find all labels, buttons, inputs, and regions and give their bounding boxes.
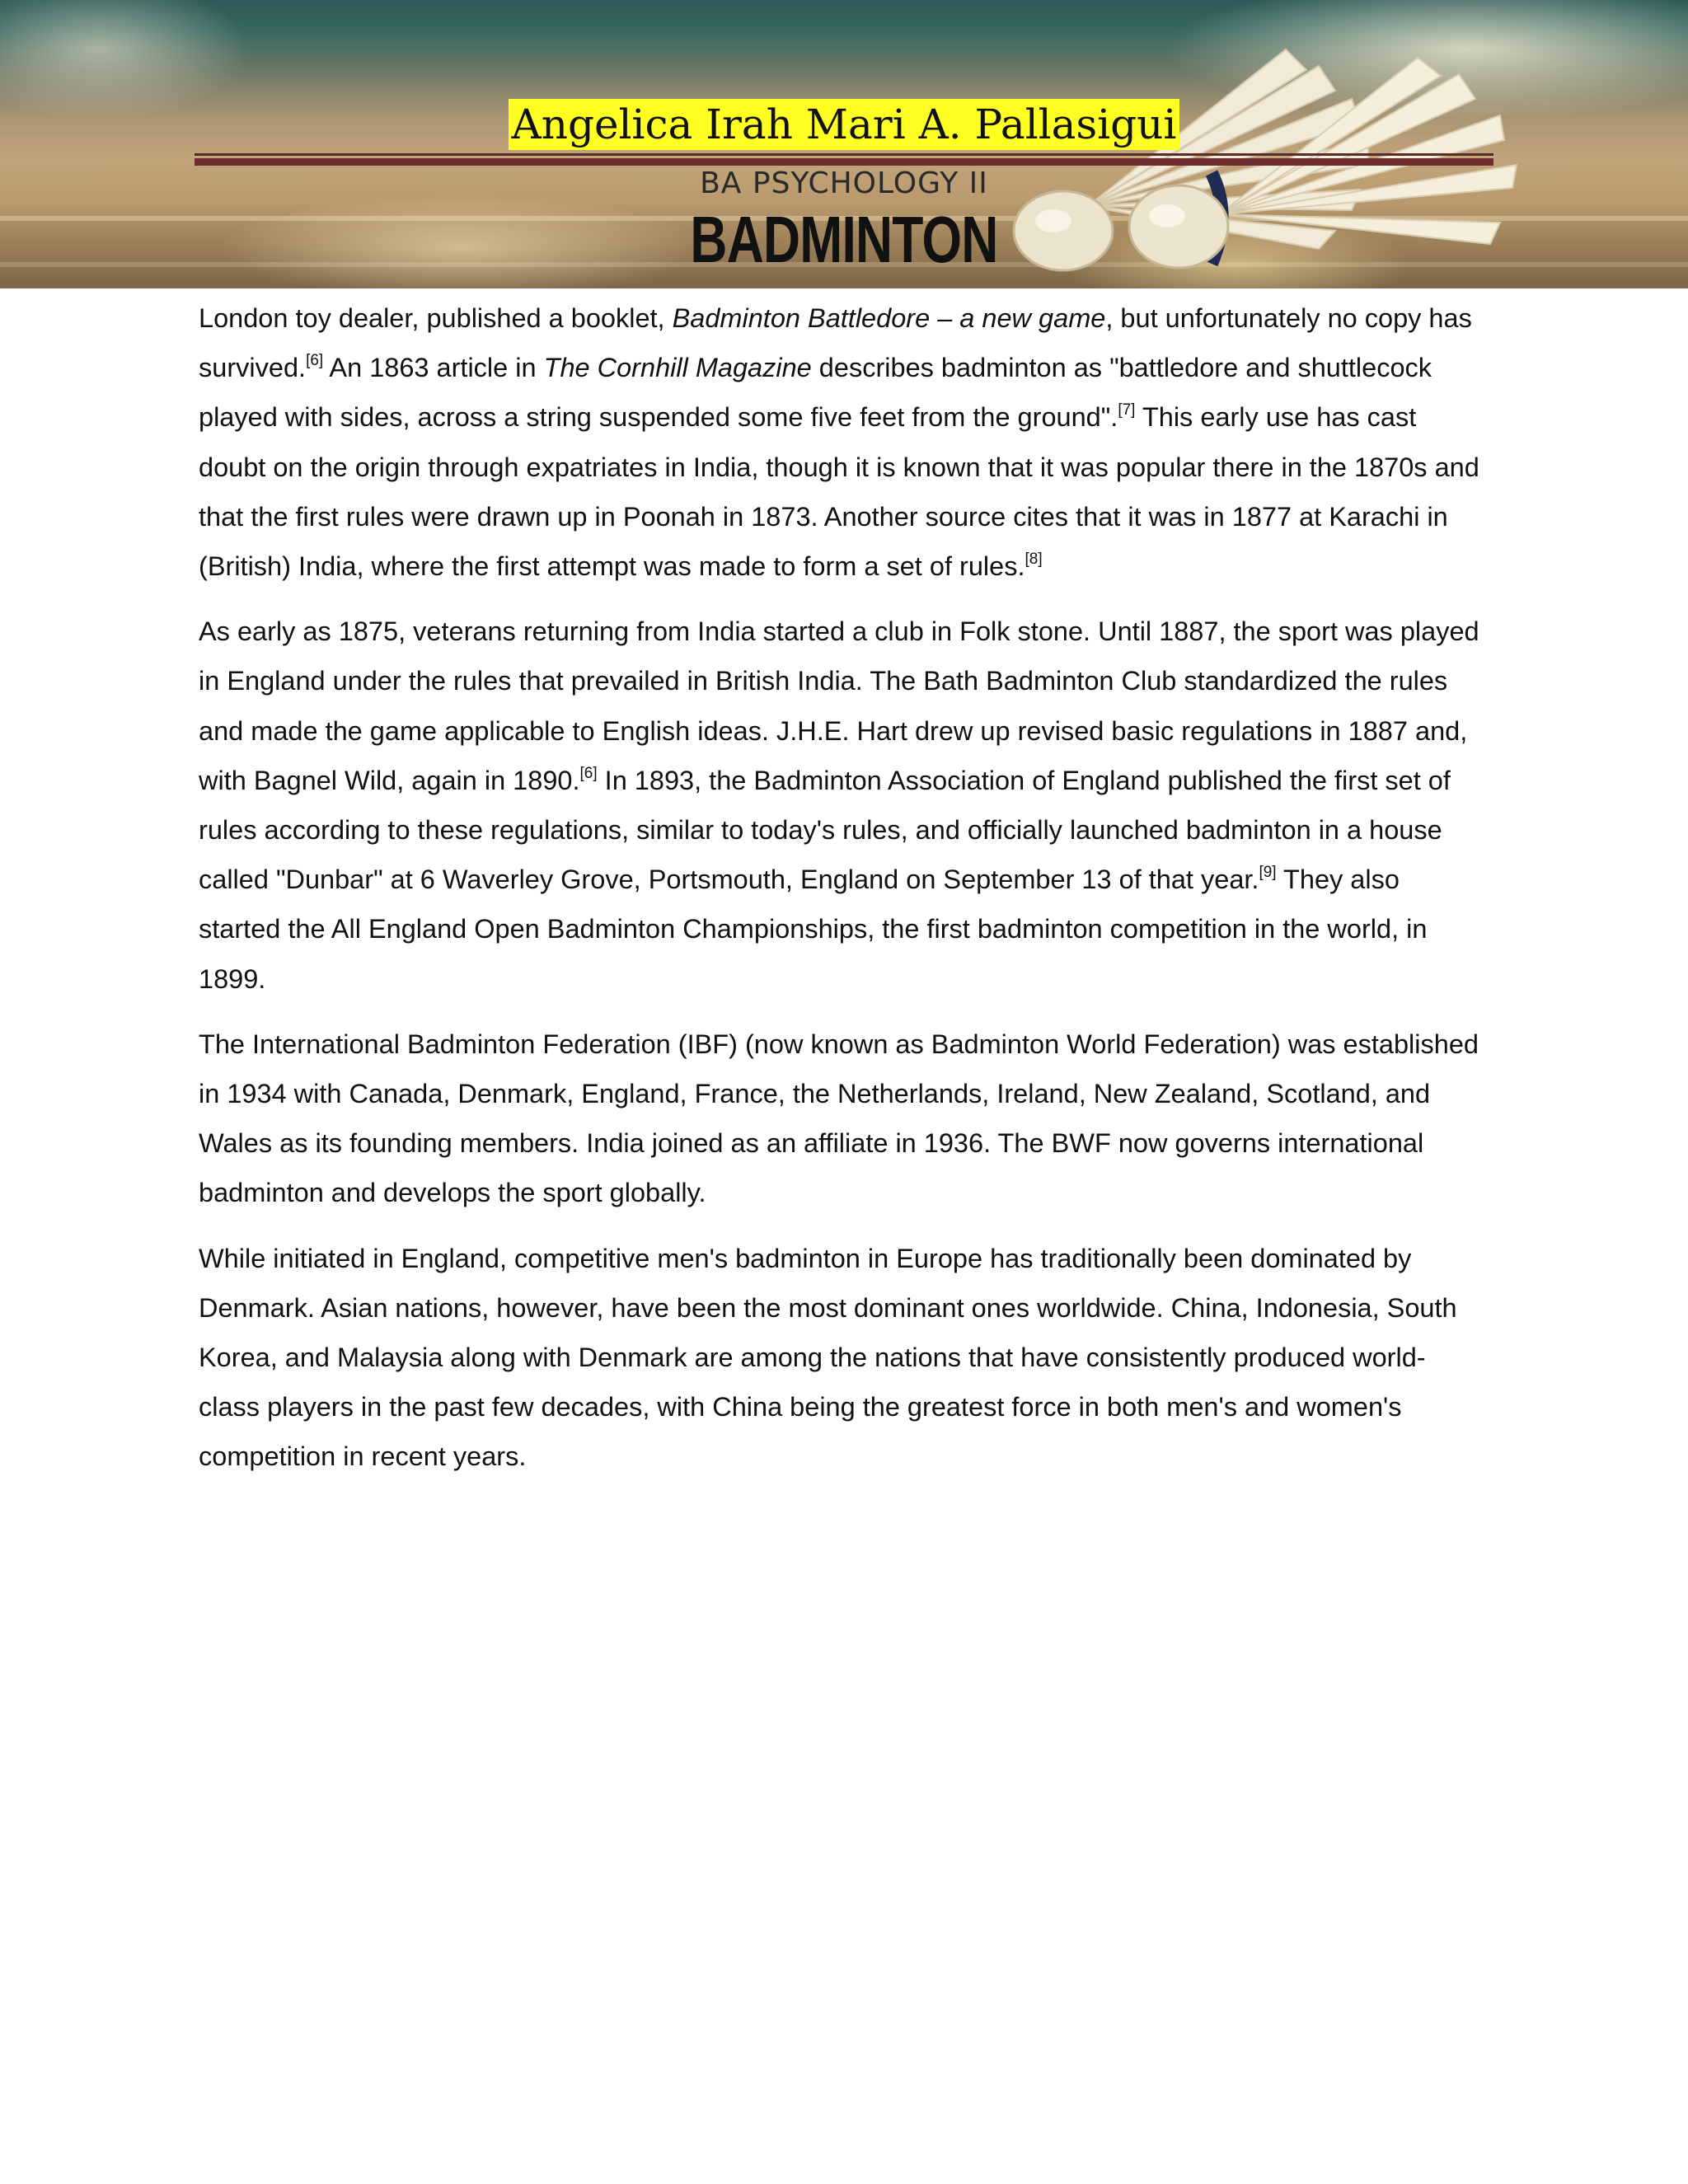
text-run: They also started the All England Open Badminton Championships, the first badminton competition in the world, in 1899. [199, 865, 1428, 994]
header-banner [0, 0, 1688, 288]
paragraph: The International Badminton Federation (IBF) (now known as Badminton World Federation) was established in 1934 with Canada, Denmark, England, France, the Netherlands, Ireland, New Zealand, Scotland, and Wales as its founding members. India joined as an affiliate in 1936. The BWF now governs international badminton and develops the sport globally. [199, 1029, 1479, 1208]
text-run: As early as 1875, veterans returning from India started a club in Folk stone. Until 1887, the sport was played in England under the rules that prevailed in British India. The Bath Badminton Club standardized the rules and made the game applicable to English ideas. J.H.E. Hart drew up revised basic regulations in 1887 and, with Bagnel Wild, again in 1890. [199, 616, 1479, 795]
header-divider-thin [195, 153, 1493, 156]
citation-ref[interactable]: [6] [579, 764, 598, 782]
citation-ref[interactable]: [8] [1025, 551, 1043, 569]
italic-text: Badminton Battledore – a new game [672, 303, 1106, 333]
text-run: An 1863 article in [323, 353, 544, 383]
author-name: Angelica Irah Mari A. Pallasigui [509, 99, 1180, 150]
text-run: In 1893, the Badminton Association of England published the first set of rules according to these regulations, similar to today's rules, and officially launched badminton in a house called "Dunbar" at 6 Waverley Grove, Portsmouth, England on September 13 of that year. [199, 765, 1451, 895]
course-label: BA PSYCHOLOGY II [700, 166, 988, 200]
citation-ref[interactable]: [7] [1118, 401, 1136, 419]
text-run: London toy dealer, published a booklet, [199, 303, 673, 333]
citation-ref[interactable]: [6] [306, 352, 324, 370]
paragraph [199, 293, 1484, 591]
citation-ref[interactable]: [9] [1259, 864, 1277, 882]
italic-text: The Cornhill Magazine [543, 353, 812, 383]
document-body [199, 293, 1484, 1497]
paragraph: While initiated in England, competitive men's badminton in Europe has traditionally been dominated by Denmark. Asian nations, however, have been the most dominant ones worldwide. China, Indonesia, South Korea, and Malaysia along with Denmark are among the nations that have consistently produced world-class players in the past few decades, with China being the greatest force in both men's and women's competition in recent years. [199, 1243, 1457, 1472]
author-name-line [0, 99, 1688, 150]
document-title: BADMINTON [690, 203, 998, 276]
paragraph [199, 607, 1484, 1004]
text-run: describes badminton as "battledore and shuttlecock played with sides, across a string suspended some five feet from the ground". [199, 353, 1432, 433]
text-run: , but unfortunately no copy has survived. [199, 303, 1472, 383]
text-run: This early use has cast doubt on the origin through expatriates in India, though it is known that it was popular there in the 1870s and that the first rules were drawn up in Poonah in 1873. Another source cites that it was in 1877 at Karachi in (British) India, where the first attempt was made to form a set of rules. [199, 402, 1479, 582]
header-divider-thick [195, 158, 1493, 166]
